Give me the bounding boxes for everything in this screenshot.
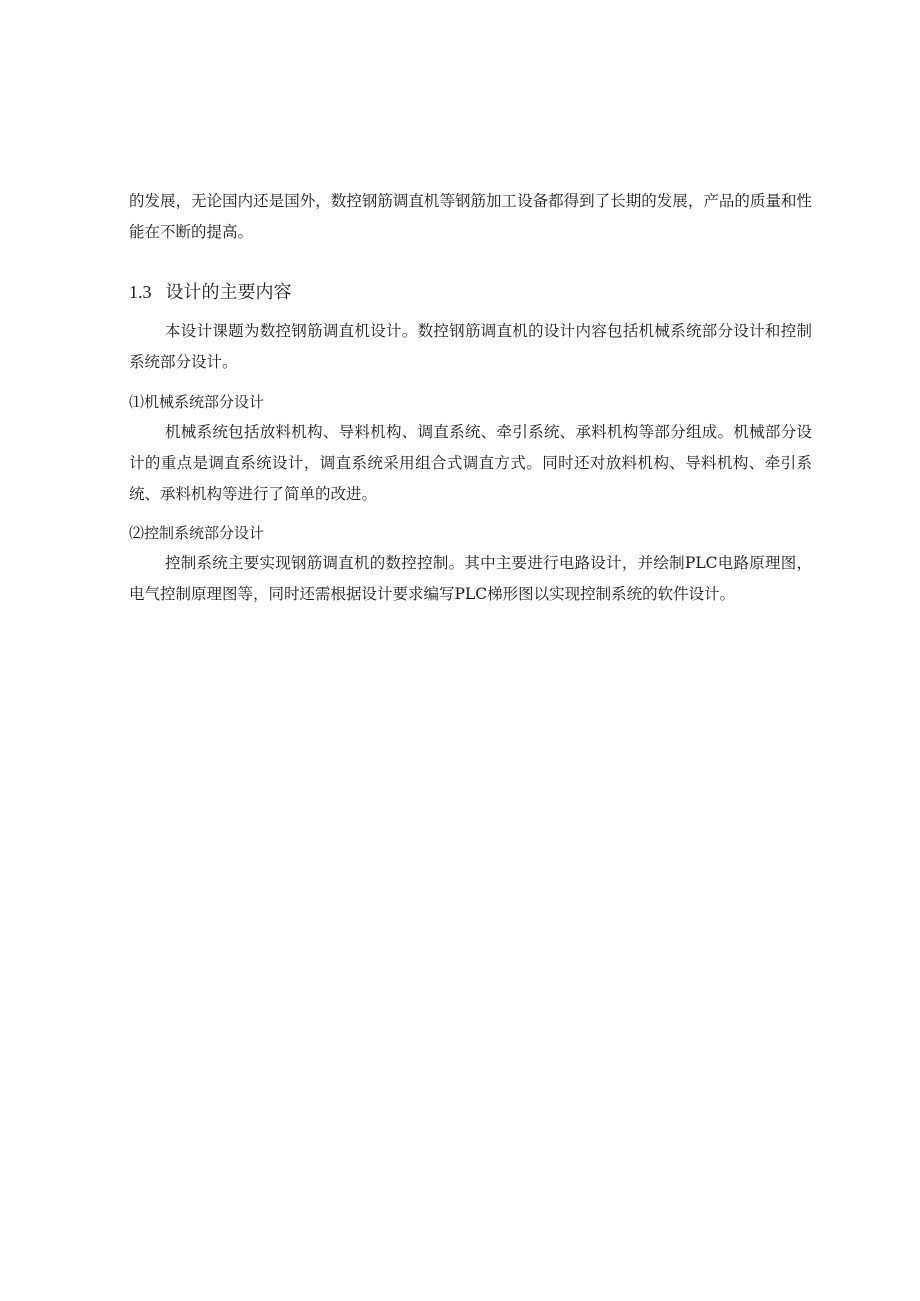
section-paragraph: 本设计课题为数控钢筋调直机设计。数控钢筋调直机的设计内容包括机械系统部分设计和控制系统部分设计。 (129, 322, 812, 371)
section-title: 设计的主要内容 (165, 282, 292, 303)
section-number: 1.3 (129, 282, 152, 302)
subsection-heading-control: ⑵控制系统部分设计 (129, 524, 265, 542)
intro-paragraph: 的发展，无论国内还是国外，数控钢筋调直机等钢筋加工设备都得到了长期的发展，产品的质量和性能在不断的提高。 (129, 192, 812, 241)
section-heading (129, 278, 292, 307)
subsection-heading-mechanical: ⑴机械系统部分设计 (129, 393, 265, 411)
subsection-paragraph-control: 控制系统主要实现钢筋调直机的数控控制。其中主要进行电路设计，并绘制PLC电路原理图，电气控制原理图等，同时还需根据设计要求编写PLC梯形图以实现控制系统的软件设计。 (129, 554, 812, 603)
subsection-paragraph-mechanical: 机械系统包括放料机构、导料机构、调直系统、牵引系统、承料机构等部分组成。机械部分设计的重点是调直系统设计，调直系统采用组合式调直方式。同时还对放料机构、导料机构、牵引系统、承料机构等进行了简单的改进。 (129, 423, 812, 503)
